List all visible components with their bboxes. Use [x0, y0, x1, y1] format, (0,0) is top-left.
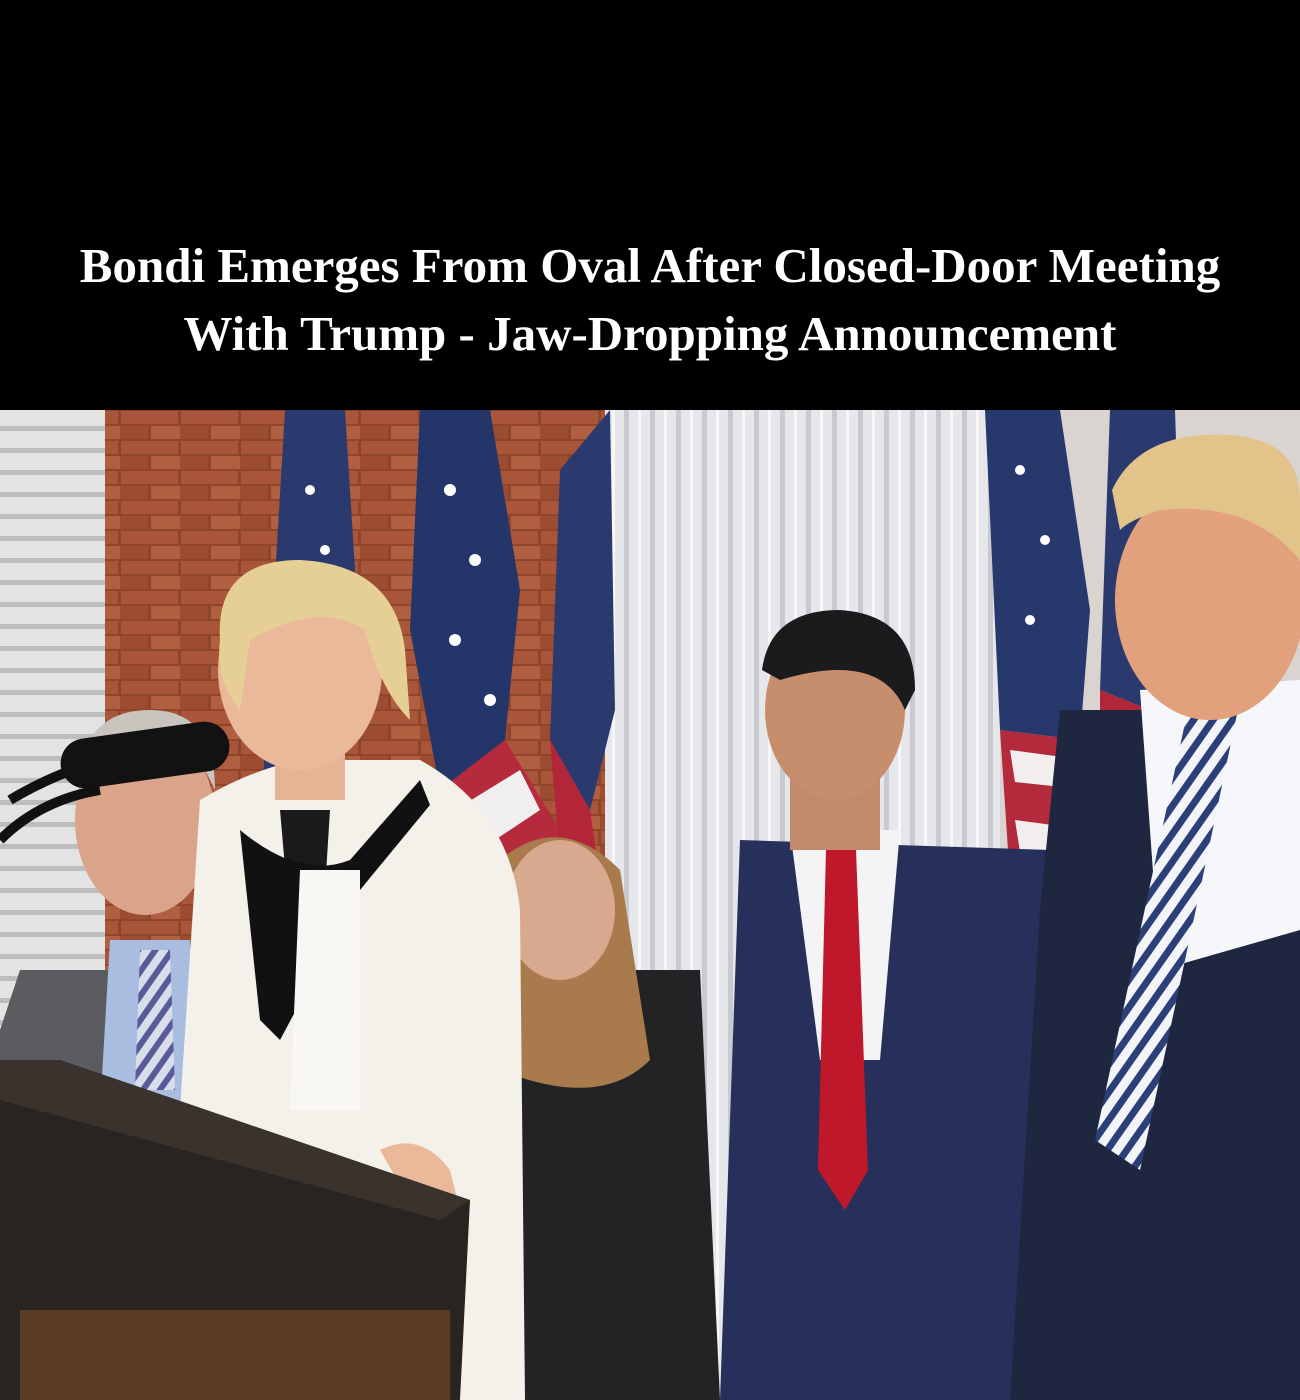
- headline-line-2: With Trump - Jaw-Dropping Announcement: [183, 306, 1117, 361]
- window-shutter: [0, 410, 105, 1030]
- headline-line-1: Bondi Emerges From Oval After Closed-Door Meeting: [79, 238, 1221, 293]
- headline-banner: [0, 0, 1300, 410]
- headline: [0, 232, 1300, 368]
- press-conference-photo: [0, 410, 1300, 1400]
